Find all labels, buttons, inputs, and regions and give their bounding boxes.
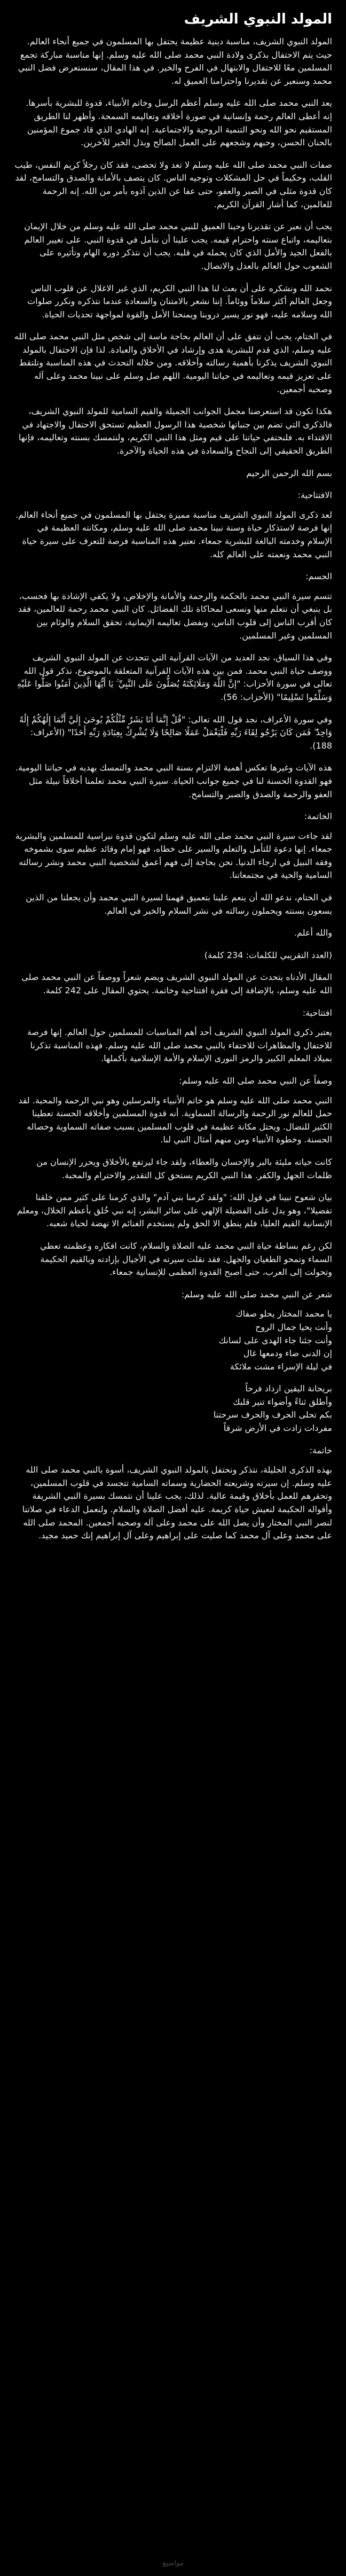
paragraph: لكن رغم بساطة حياة النبي محمد عليه الصلاة والسلام، كانت افكاره وعظمته تعطي السماء وتمحو الطغيان والجهل. فقد نقلت سيرته في الأجيال بإرادته وبالقيم الحكيمة وتحولت إلى العرب، حتى أصبح القدوة العظمى للإنسانية جمعاء. (40, 1240, 332, 1278)
section-heading: خاتمة: (309, 1445, 332, 1456)
poem-stanza: يا محمد المختار يحلو صفاك وأنت يحيا جمال الروح وأنت جئنا جاء الهدى على لسانك إن الدنى ضاء ودمعها غال في ليلة الإسراء مشت ملائكة (218, 1309, 332, 1372)
section-heading: وصفاً عن النبي محمد صلى الله عليه وسلم: (179, 1076, 332, 1086)
section-heading: شعر عن النبي محمد صلى الله عليه وسلم: (181, 1289, 332, 1299)
paragraph: نحمد الله ونشكره على أن بعث لنا هذا النبي الكريم، الذي غير الاغلال عن قلوب الناس وجعل العالم أكثر سلاماً ووئاماً. إننا نشعر بالامتنان والسعادة عندما نتذكره ونكرر صلوات الله وسلامه عليه، فهو نور يسير دروبنا ويمنحنا الأمل والقوة لمواجهة تحديات الحياة. (27, 283, 332, 320)
paragraph: يعتبر ذكرى المولد النبوي الشريف أحد أهم المناسبات للمسلمين حول العالم. إنها فرصة للاحتفال والمظاهرات للاحتفاء بالنبي محمد صلى الله عليه وسلم. فهذه المناسبة تذكرنا بميلاد المعلم الكبير والرمز النورى الإسلام والأمة الإسلامية بأكملها. (27, 1027, 332, 1064)
paragraph: يعد النبي محمد صلى الله عليه وسلم أعظم الرسل وخاتم الأنبياء، قدوة للبشرية بأسرها. إنه أعطى العالم رحمة وإنسانية في صورة أخلاقه وتعاليمه السمحة. وأظهر لنا الطريق المستقيم نحو الله ونحو التنمية الروحية والاجتماعية. إنه الهادي الذي قاد جموع المؤمنين بالحنان الحسن، وحبهم وشجعهم على العمل الصالح وبذل الخير للآخرين. (26, 98, 332, 148)
section-heading: الافتتاحية: (297, 490, 332, 501)
paragraph: لعد ذكرى المولد النبوي الشريف مناسبة مميزة يحتفل بها المسلمون في جميع أنحاء العالم. إنها فرصة لاستذكار حياة وسنة نبينا محمد صلى الله عليه وسلم، ومكانته العظيمة في الإسلام وخدمته البالغة للبشرية جمعاء. تعتبر هذه المناسبة فرصة للتعرف على سيرة حياة النبي محمد ونعمته على العالم كله. (15, 509, 332, 559)
paragraph: وفي هذا السياق، نجد العديد من الآيات القرآنية التي تتحدث عن المولد النبوي الشريف ووصف حياة النبي محمد. فمن بين هذه الآيات القرآنية المتعلقة بالموضوع، نذكر قول الله تعالى في سورة الأحزاب: "إنَّ اللَّهَ وَمَلَائِكَتَهُ يُصَلُّونَ عَلَى النَّبِيِّ ۚ يَا أَيُّهَا الَّذِينَ آمَنُوا صَلُّوا عَلَيْهِ وَسَلِّمُوا تَسْلِيمًا" (الأحزاب: 56). (17, 652, 332, 702)
paragraph: هكذا تكون قد استعرضنا مجمل الجوانب الجميلة والقيم السامية للمولد النبوي الشريف، فالذكرى التي تضم بين جنباتها شخصية هذا الرسول العظيم تستحق الاحتفال والاجتهاد في الاقتداء به. فلنحتفي حياتنا على قيم ومثل هذا النبي الكريم، ولنتمسك بسنته وتعاليمه، فإنها الطريق الحقيقي إلى النجاح والسعادة في هذه الحياة والآخرة. (18, 406, 332, 456)
paragraph: النبي محمد صلى الله عليه وسلم هو خاتم الأنبياء والمرسلين وهو نبي الرحمة والمحبة. لقد حمل للعالم نور الرحمة والرسالة السماوية. أنه قدوة المسلمين وأخلاقه الحسنة تعطينا الكثير للنضال. ويحتل مكانة عظيمة في قلوب المسلمين بسبب صفاته السماوية وخصاله الحسنة. وخطوة الأنبياء ومن منهم أمثال النبي لنا. (18, 1095, 332, 1145)
paragraph: (العدد التقريبي للكلمات: 234 كلمة) (204, 950, 332, 960)
paragraph: المولد النبوي الشريف، مناسبة دينية عظيمة يحتفل بها المسلمون في جميع أنحاء العالم. حيث يتم الاحتفال بذكرى ولادة النبي محمد صلى الله عليه وسلم. إنها مناسبة مباركة تجمع المسلمين معًا للاحتفال والابتهال في الفرح والخير. في هذا المقال، سنستعرض فضل النبي محمد وسنعبر عن تقديرنا واحترامنا العميق له. (18, 36, 332, 86)
paragraph: والله أعلم. (294, 928, 332, 938)
section-heading: الخاتمة: (304, 811, 332, 822)
paragraph: المقال الأدناه يتحدث عن المولد النبوي الشريف ويضم شعراً ووصفاً عن النبي محمد صلى الله عليه وسلم، بالإضافة إلى فقرة افتتاحية وخاتمة. يحتوي المقال على 242 كلمة. (21, 972, 332, 996)
poem-stanza: بريحانة اليقين ازداد فرحاً وأطلق ثناءً وأضواء تنير قلبك بكم تحلى الحرف والحرف سرحتنا مفردات زادت في الأرض شرقاً (213, 1383, 332, 1434)
section-heading: افتتاحية: (302, 1007, 332, 1018)
paragraph: في الختام، ندعو الله أن ينعم علينا بتعميق فهمنا لسيرة النبي محمد وأن يجعلنا من الذين يسعون بسنته ويحملون رسالته في نشر السلام والخير في العالم. (26, 892, 332, 916)
paragraph: لقد جاءت سيرة النبي محمد صلى الله عليه وسلم لتكون قدوة نبراسية للمسلمين والبشرية جمعاء. إنها دعوة للتأمل والتعلم والسير على خطاه، فهو إمام وقائد عظيم سوى بشموخه وفقه النبيل في ارجاء الدنيا. نحن بحاجة إلى فهم أعمق لشخصية النبي محمد ونشر رسالته السامية والحية في مجتمعاتنا. (15, 830, 332, 881)
paragraph: بهذه الذكرى الجليلة، نتذكر ونحتفل بالمولد النبوي الشريف، أسوة بالنبي محمد صلى الله عليه وسلم. إن سيرته وشريعته الحضارية وسماته السامية تتجسد في قلوب المسلمين، وتحقرهم للعمل بأخلاق وقيمة عالية. لذلك، يجب علينا أن نتمسك بسيرة النبي الشريفة وأقواله الحكيمة لنعيش حياة كريمة. عليه أفضل الصلاة والسلام. ولنعمل الدعاء في صلاتنا لنصر النبي المختار وأن يصل الله على محمد وعلى آله وصحبه أجمعين. المحمد صلى الله على محمد وعلى آل محمد كما صليت على إبراهيم وعلى آل إبراهيم إنك حميد مجيد. (22, 1465, 332, 1541)
paragraph: صفات النبي محمد صلى الله عليه وسلم لا تعد ولا تحصى، فقد كان رجلاً كريم النفس، طيب القلب، وحكيماً في حل المشكلات وتوجيه الناس. كان يتصف بالأمانة والصدق والتسامح، لقد كان قدوة مثلى في الصبر والعفو، حتى عفا عن الذين آذوه بأمر من الله. إنه الرحمة للعالمين، كما أشار القرآن الكريم. (14, 159, 332, 209)
section-heading: الجسم: (305, 571, 332, 582)
paragraph: هذه الآيات وغيرها تعكس أهمية الالتزام بسنة النبي محمد والتمسك بهديه في حياتنا اليومية. فهو القدوة الحسنة لنا في جميع جوانب الحياة. سيرة النبي محمد تعلمنا أخلاقاً نبيلة مثل العفو والرحمة والصدق والصبر والتسامح. (15, 762, 332, 799)
paragraph: كانت حياته مليئة بالبر والإحسان والعطاء، ولقد جاء ليرتفع بالأخلاق ويحرر الإنسان من ظلمات الجهل والكفر. هذا النبي الكريم يستحق كل التقدير والاحترام والمحبة. (36, 1156, 332, 1180)
paragraph: يجب أن نعبر عن تقديرنا وحبنا العميق للنبي محمد صلى الله عليه وسلم من خلال الإيمان بتعاليمه، واتباع سنته واحترام قيمه. يجب علينا أن نتأمل في قدوة النبي. على تغيير العالم بالفعل الجيد والأمل الذي كان يحمله في قلبه. يجب أن نتذكر دوره الهام وتأثيره على الشعوب حول العالم بالعدل والاتصال. (24, 221, 332, 271)
watermark: مواضيع (162, 2559, 184, 2567)
paragraph: بسم الله الرحمن الرحيم (246, 468, 332, 478)
paragraph: تتسم سيرة النبي محمد بالحكمة والرحمة والأمانة والإخلاص، ولا يكفي الإشادة بها فحسب، بل ينبغي أن نتعلم منها ونسعى لمحاكاة تلك الفضائل. كان النبي محمد رحمة للعالمين، فقد كان أقرب الناس إلى قلوب الناس، وبفضل تعاليمه الإيمانية، تحقق السلام والوئام بين المسلمين وغير المسلمين. (18, 590, 332, 641)
paragraph: في الختام، يجب أن نتفق على أن العالم بحاجة ماسة إلى شخص مثل النبي محمد صلى الله عليه وسلم، الذي قدم للبشرية هدى وإرشاد في الأخلاق والعبادة. لذا فإن الاحتفال بالمولد النبوي الشريف يذكرنا بأهمية رسالته وأخلاقه. ومن خلاله التحدث في هذه المناسبة وتلتقط على تعزيز قيمه وتعاليمه في حياتنا اليومية. اللهم صل وسلم على نبينا محمد وعلى آله وصحبه أجمعين. (14, 331, 332, 394)
article-title: المولد النبوي الشريف (184, 11, 332, 27)
paragraph: وفي سورة الأعراف، نجد قول الله تعالى: "قُلْ إِنَّمَا أَنَا بَشَرٌ مِّثْلُكُمْ يُوحَىٰ إِلَيَّ أَنَّمَا إِلَٰهُكُمْ إِلَٰهٌ وَاحِدٌ ۖ فَمَن كَانَ يَرْجُو لِقَاءَ رَبِّهِ فَلْيَعْمَلْ عَمَلًا صَالِحًا وَلَا يُشْرِكْ بِعِبَادَةِ رَبِّهِ أَحَدًا" (الأعراف: 188). (19, 714, 332, 751)
paragraph: بيان شعوح نبينا في قول الله: "ولقد كرمنا بني آدم" والذي كرمنا على كثير ممن خلقنا تفضيلا"، وهو يدل على الفضيلة الإلهي على سائر البشر، إنه نبي خُلق بأعظم الخلال، ومعلم الإنسانية القيم العليا، فلم ينطق الا الحق ولم يستخدم الغنائم الا نهضة لحياة شعبه. (17, 1192, 332, 1229)
article-body (14, 35, 332, 1543)
